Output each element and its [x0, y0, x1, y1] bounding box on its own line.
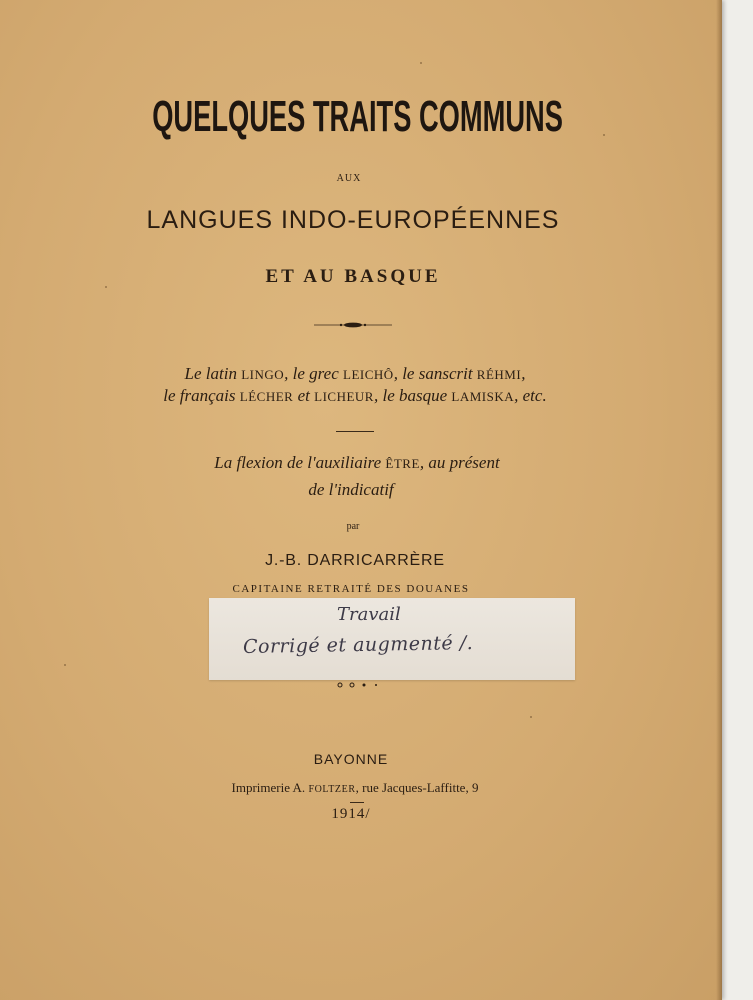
ornament-small: [330, 681, 386, 689]
by-word: par: [346, 521, 360, 532]
paper-speck: [64, 664, 66, 666]
examples-line-1: Le latin LINGO, le grec LEICHÔ, le sanscrit RÉHMI,: [184, 364, 526, 383]
handwritten-line-1: Travail: [337, 604, 401, 625]
paper-speck: [105, 286, 107, 288]
aux-word: AUX: [336, 173, 362, 184]
ornament-divider: [314, 322, 392, 328]
paper-speck: [420, 62, 422, 64]
paper-speck: [530, 716, 532, 718]
book-subtitle-2: ET AU BASQUE: [265, 266, 441, 287]
handwritten-line-2: Corrigé et augmenté /.: [242, 631, 474, 659]
printer-line: Imprimerie A. FOLTZER, rue Jacques-Laffitte, 9: [231, 780, 479, 795]
flexion-line-2: de l'indicatif: [308, 480, 394, 499]
publication-city: BAYONNE: [313, 751, 389, 767]
author-name: J.-B. DARRICARRÈRE: [265, 552, 445, 569]
paper-speck: [603, 134, 605, 136]
short-rule-2: [350, 802, 364, 803]
author-rank: CAPITAINE RETRAITÉ DES DOUANES: [232, 583, 470, 595]
examples-line-2: le français LÉCHER et LICHEUR, le basque LAMISKA, etc.: [163, 386, 547, 405]
publication-year: 1914/: [331, 806, 371, 822]
book-subtitle: LANGUES INDO-EUROPÉENNES: [146, 206, 560, 234]
book-title: QUELQUES TRAITS COMMUNS: [152, 92, 563, 141]
handwritten-slip: [209, 598, 575, 680]
short-rule: [336, 431, 374, 432]
flexion-line-1: La flexion de l'auxiliaire ÊTRE, au présent: [214, 453, 500, 472]
